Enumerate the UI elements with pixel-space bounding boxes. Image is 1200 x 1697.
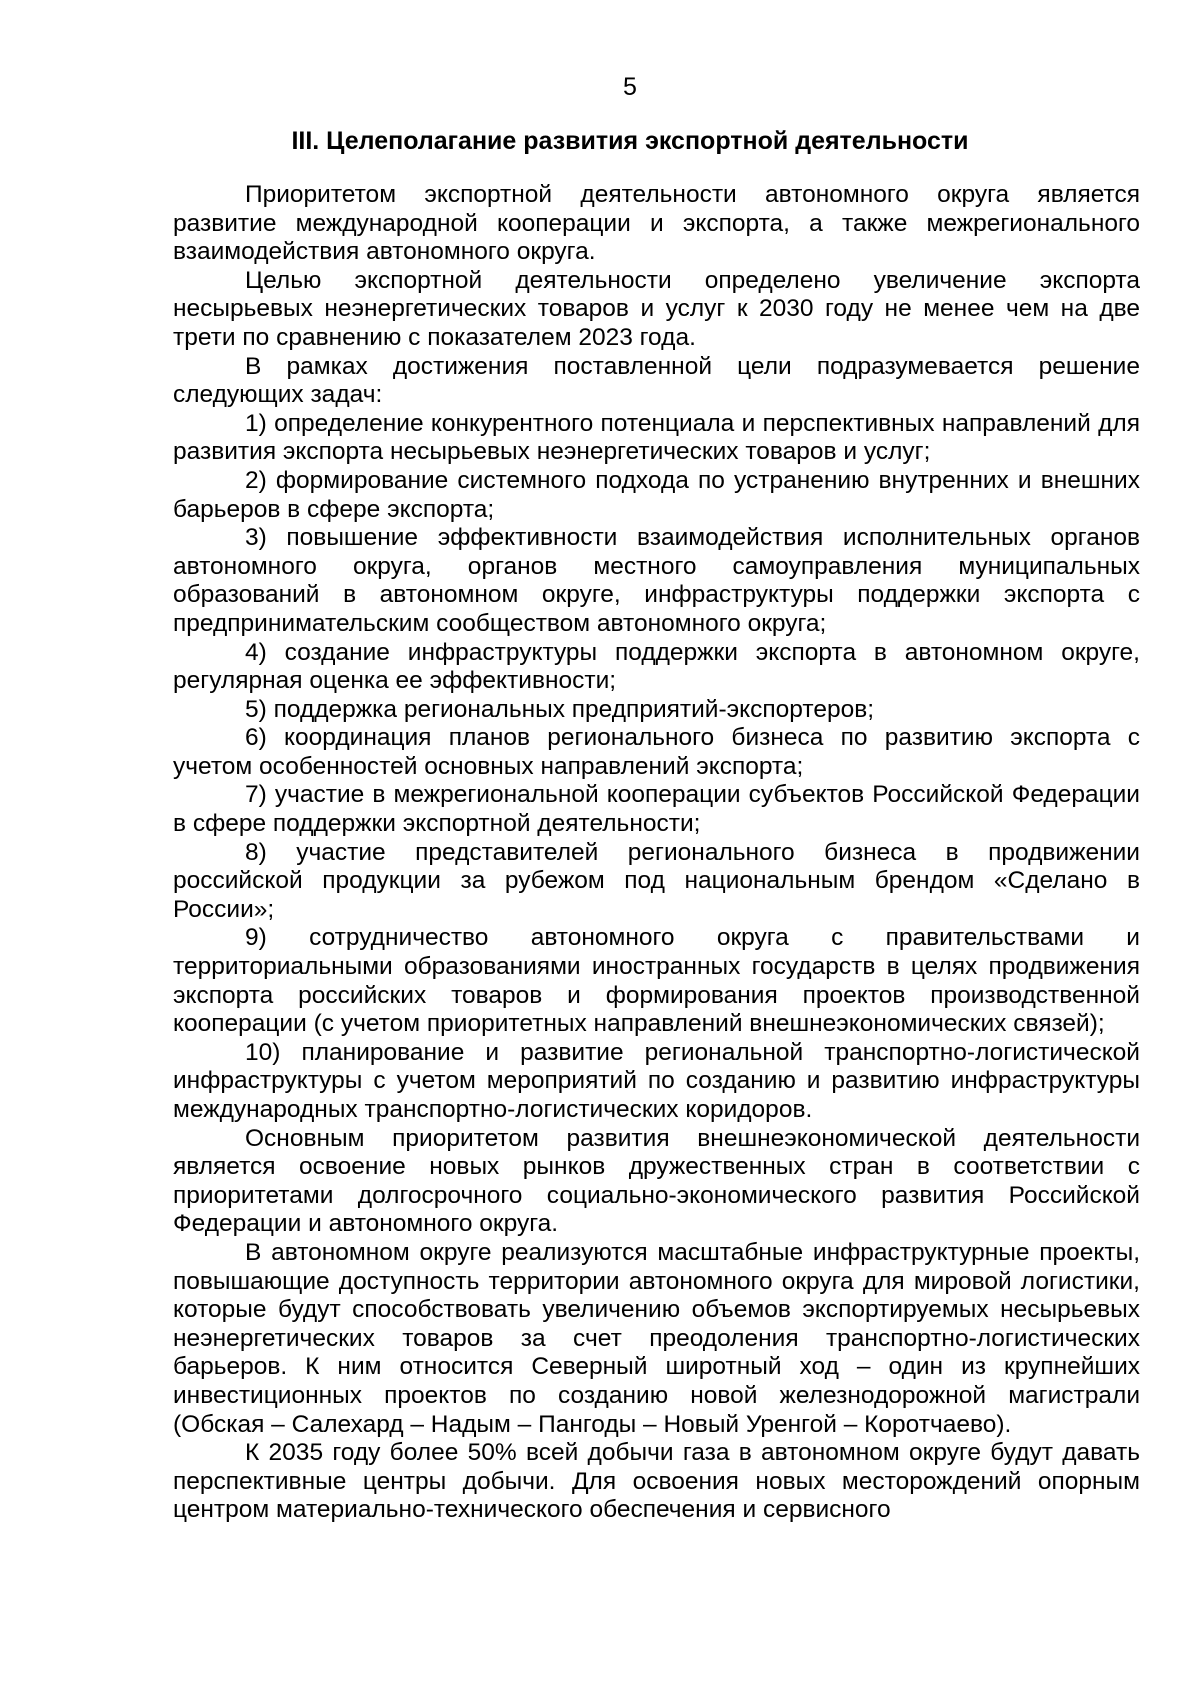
list-item: 2) формирование системного подхода по устранению внутренних и внешних барьеров в сфере экспорта;: [173, 466, 1140, 523]
page-number: 5: [623, 73, 637, 101]
list-item: 10) планирование и развитие региональной транспортно-логистической инфраструктуры с учетом мероприятий по созданию и развитию инфраструктуры международных транспортно-логистических коридоров.: [173, 1038, 1140, 1123]
paragraph: Приоритетом экспортной деятельности автономного округа является развитие международной кооперации и экспорта, а также межрегионального взаимодействия автономного округа.: [173, 181, 1140, 266]
paragraph: Целью экспортной деятельности определено увеличение экспорта несырьевых неэнергетических товаров и услуг к 2030 году не менее чем на две трети по сравнению с показателем 2023 года.: [173, 266, 1140, 351]
section-title: III. Целеполагание развития экспортной деятельности: [291, 127, 969, 155]
paragraph: К 2035 году более 50% всей добычи газа в автономном округе будут давать перспективные центры добычи. Для освоения новых месторождений опорным центром материально-технического обеспечения и сервисного: [173, 1439, 1140, 1524]
list-item: 1) определение конкурентного потенциала и перспективных направлений для развития экспорта несырьевых неэнергетических товаров и услуг;: [173, 409, 1140, 466]
list-item: 7) участие в межрегиональной кооперации субъектов Российской Федерации в сфере поддержки экспортной деятельности;: [173, 781, 1140, 838]
list-item: 4) создание инфраструктуры поддержки экспорта в автономном округе, регулярная оценка ее эффективности;: [173, 638, 1140, 695]
paragraph: В рамках достижения поставленной цели подразумевается решение следующих задач:: [173, 352, 1140, 409]
list-item: 8) участие представителей регионального бизнеса в продвижении российской продукции за рубежом под национальным брендом «Сделано в России»;: [173, 838, 1140, 923]
list-item: 3) повышение эффективности взаимодействия исполнительных органов автономного округа, органов местного самоуправления муниципальных образований в автономном округе, инфраструктуры поддержки экспорта с предпринимательским сообществом автономного округа;: [173, 524, 1140, 637]
paragraph: В автономном округе реализуются масштабные инфраструктурные проекты, повышающие доступность территории автономного округа для мировой логистики, которые будут способствовать увеличению объемов экспортируемых несырьевых неэнергетических товаров за счет преодоления транспортно-логистических барьеров. К ним относится Северный широтный ход – один из крупнейших инвестиционных проектов по созданию новой железнодорожной магистрали (Обская – Салехард – Надым – Пангоды – Новый Уренгой – Коротчаево).: [173, 1238, 1140, 1438]
list-item: 5) поддержка региональных предприятий-экспортеров;: [245, 695, 875, 723]
list-item: 9) сотрудничество автономного округа с правительствами и территориальными образованиями иностранных государств в целях продвижения экспорта российских товаров и формирования проектов производственной кооперации (с учетом приоритетных направлений внешнеэкономических связей);: [173, 924, 1140, 1038]
body-text: [173, 181, 1140, 1525]
list-item: 6) координация планов регионального бизнеса по развитию экспорта с учетом особенностей основных направлений экспорта;: [173, 724, 1140, 780]
paragraph: Основным приоритетом развития внешнеэкономической деятельности является освоение новых рынков дружественных стран в соответствии с приоритетами долгосрочного социально-экономического развития Российской Федерации и автономного округа.: [173, 1124, 1140, 1238]
